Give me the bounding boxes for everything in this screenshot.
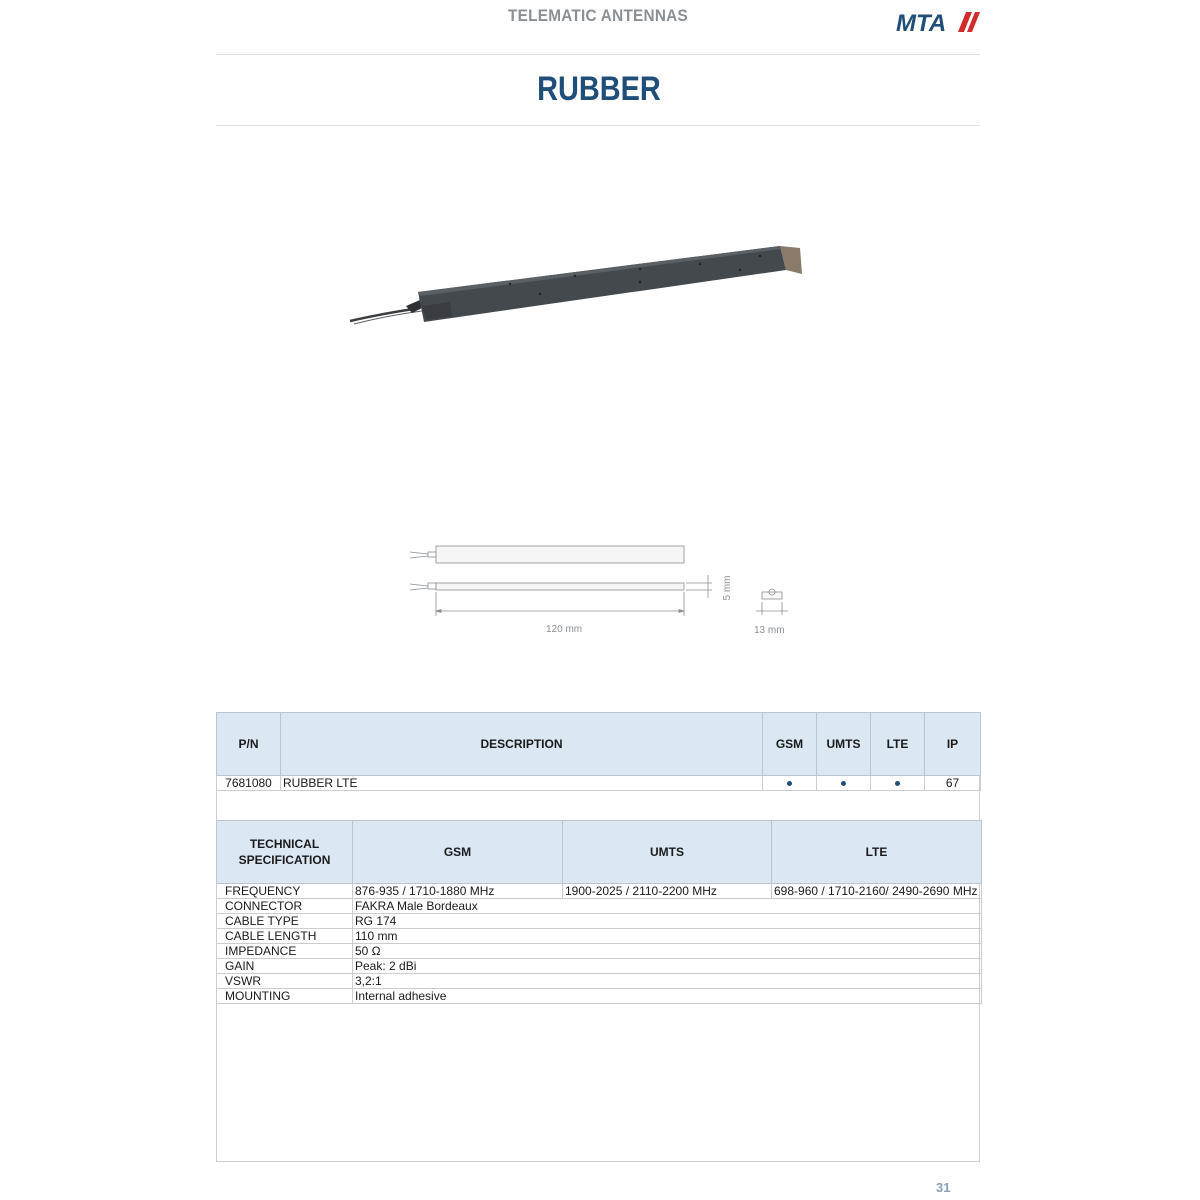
- gsm-cell: [763, 776, 817, 791]
- spec-header-line-2: SPECIFICATION: [238, 853, 331, 867]
- column-header-description: DESCRIPTION: [281, 713, 763, 776]
- top-view: [410, 546, 684, 563]
- spec-header-line-1: TECHNICAL: [249, 837, 320, 851]
- column-header-umts: UMTS: [563, 821, 772, 884]
- column-header-pn: P/N: [217, 713, 281, 776]
- column-header-ip: IP: [925, 713, 981, 776]
- spec-value: 50 Ω: [353, 944, 982, 959]
- spec-row-frequency: [217, 884, 982, 899]
- column-header-lte: LTE: [871, 713, 925, 776]
- page-number: 31: [936, 1180, 951, 1195]
- spec-row-cable-length: [217, 929, 982, 944]
- supported-dot-icon: [895, 781, 900, 786]
- header-title: TELEMATIC ANTENNAS: [508, 6, 688, 25]
- spec-label: VSWR: [217, 974, 353, 989]
- frequency-umts-value: 1900-2025 / 2110-2200 MHz: [563, 884, 772, 899]
- spec-row-gain: [217, 959, 982, 974]
- spec-label: GAIN: [217, 959, 353, 974]
- supported-dot-icon: [787, 781, 792, 786]
- spec-table: [216, 820, 982, 1004]
- supported-dot-icon: [841, 781, 846, 786]
- dimension-drawing: [400, 540, 820, 650]
- side-view: [410, 575, 712, 616]
- antenna-photo: [340, 236, 820, 336]
- column-header-umts: UMTS: [817, 713, 871, 776]
- spec-value: Internal adhesive: [353, 989, 982, 1004]
- table-row: [217, 776, 981, 791]
- product-table: [216, 712, 981, 791]
- frequency-lte-value: 698-960 / 1710-2160/ 2490-2690 MHz: [772, 884, 982, 899]
- spec-label: CABLE TYPE: [217, 914, 353, 929]
- logo-wordmark: MTA: [896, 10, 947, 34]
- width-dimension-label: 13 mm: [754, 625, 785, 636]
- logo-stripes: [958, 12, 980, 32]
- column-header-lte: LTE: [772, 821, 982, 884]
- lte-cell: [871, 776, 925, 791]
- spec-value: 3,2:1: [353, 974, 982, 989]
- frequency-gsm-value: 876-935 / 1710-1880 MHz: [353, 884, 563, 899]
- header-divider: [216, 54, 980, 55]
- spec-label: CABLE LENGTH: [217, 929, 353, 944]
- spec-label: IMPEDANCE: [217, 944, 353, 959]
- description-cell: RUBBER LTE: [281, 776, 763, 791]
- spec-row-cable-type: [217, 914, 982, 929]
- spec-table-header: [217, 821, 982, 884]
- length-dimension-label: 120 mm: [546, 624, 583, 635]
- product-table-header: [217, 713, 981, 776]
- title-divider: [216, 125, 980, 126]
- spec-value: RG 174: [353, 914, 982, 929]
- spec-value: Peak: 2 dBi: [353, 959, 982, 974]
- column-header-gsm: GSM: [353, 821, 563, 884]
- thickness-dimension-label: 5 mm: [722, 575, 733, 601]
- mta-logo: [896, 10, 980, 34]
- spec-row-vswr: [217, 974, 982, 989]
- column-header-gsm: GSM: [763, 713, 817, 776]
- page-title: RUBBER: [537, 70, 661, 108]
- spec-label: CONNECTOR: [217, 899, 353, 914]
- end-view: [756, 589, 788, 615]
- spec-row-connector: [217, 899, 982, 914]
- spec-label: MOUNTING: [217, 989, 353, 1004]
- umts-cell: [817, 776, 871, 791]
- spec-row-impedance: [217, 944, 982, 959]
- pn-cell: 7681080: [217, 776, 281, 791]
- spec-value: FAKRA Male Bordeaux: [353, 899, 982, 914]
- spec-label: FREQUENCY: [217, 884, 353, 899]
- spec-row-mounting: [217, 989, 982, 1004]
- column-header-technical-specification: [217, 821, 353, 884]
- spec-value: 110 mm: [353, 929, 982, 944]
- ip-cell: 67: [925, 776, 981, 791]
